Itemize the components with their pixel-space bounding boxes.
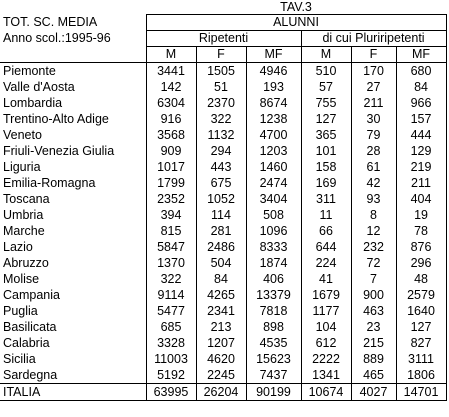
value-cell: 4620	[196, 351, 246, 367]
subgroup-header-pluriripetenti: di cui Pluriripetenti	[301, 31, 446, 47]
value-cell: 898	[246, 319, 301, 335]
value-cell: 916	[146, 111, 196, 127]
value-cell: 3441	[146, 63, 196, 80]
value-cell: 219	[396, 159, 446, 175]
value-cell: 2341	[196, 303, 246, 319]
value-cell: 296	[396, 255, 446, 271]
value-cell: 1874	[246, 255, 301, 271]
value-cell: 211	[396, 175, 446, 191]
region-name-cell: ITALIA	[0, 384, 146, 401]
value-cell: 3111	[396, 351, 446, 367]
value-cell: 900	[351, 287, 396, 303]
table-title-row	[0, 0, 446, 15]
value-cell: 3328	[146, 335, 196, 351]
value-cell: 12	[351, 223, 396, 239]
value-cell: 1017	[146, 159, 196, 175]
value-cell: 41	[301, 271, 351, 287]
value-cell: 443	[196, 159, 246, 175]
table-row	[0, 159, 446, 175]
value-cell: 504	[196, 255, 246, 271]
value-cell: 1207	[196, 335, 246, 351]
stub-header-line3: Anno scol.:1995-96	[3, 31, 111, 45]
region-name-cell: Emilia-Romagna	[3, 176, 96, 190]
region-name-cell: Campania	[3, 288, 60, 302]
value-cell: 8333	[246, 239, 301, 255]
value-cell: 5192	[146, 367, 196, 384]
value-cell: 1238	[246, 111, 301, 127]
region-name-cell: Abruzzo	[3, 256, 49, 270]
region-name-cell: Lombardia	[3, 96, 63, 110]
value-cell: 169	[301, 175, 351, 191]
value-cell: 213	[196, 319, 246, 335]
column-header: MF	[246, 47, 301, 63]
table-row	[0, 255, 446, 271]
value-cell: 2222	[301, 351, 351, 367]
region-name-cell: Veneto	[3, 128, 42, 142]
region-name-cell: Calabria	[3, 336, 50, 350]
value-cell: 463	[351, 303, 396, 319]
column-header: M	[301, 47, 351, 63]
table-row	[0, 239, 446, 255]
value-cell: 157	[396, 111, 446, 127]
value-cell: 685	[146, 319, 196, 335]
region-name-cell: Valle d'Aosta	[3, 80, 75, 94]
value-cell: 13379	[246, 287, 301, 303]
value-cell: 365	[301, 127, 351, 143]
region-name-cell: Toscana	[3, 192, 50, 206]
value-cell: 23	[351, 319, 396, 335]
value-cell: 966	[396, 95, 446, 111]
value-cell: 2352	[146, 191, 196, 207]
region-name-cell: Friuli-Venezia Giulia	[3, 144, 115, 158]
region-name-cell: Marche	[3, 224, 45, 238]
region-name-cell: Lazio	[3, 240, 33, 254]
value-cell: 10674	[301, 384, 351, 401]
value-cell: 2579	[396, 287, 446, 303]
value-cell: 101	[301, 143, 351, 159]
value-cell: 1799	[146, 175, 196, 191]
value-cell: 5477	[146, 303, 196, 319]
value-cell: 232	[351, 239, 396, 255]
value-cell: 27	[351, 79, 396, 95]
value-cell: 1052	[196, 191, 246, 207]
table-row	[0, 223, 446, 239]
value-cell: 755	[301, 95, 351, 111]
value-cell: 1177	[301, 303, 351, 319]
value-cell: 2474	[246, 175, 301, 191]
value-cell: 14701	[396, 384, 446, 401]
region-name-cell: Basilicata	[3, 320, 57, 334]
header-row-3	[0, 47, 446, 63]
value-cell: 129	[396, 143, 446, 159]
table-row	[0, 95, 446, 111]
value-cell: 909	[146, 143, 196, 159]
value-cell: 3568	[146, 127, 196, 143]
value-cell: 104	[301, 319, 351, 335]
table-row	[0, 111, 446, 127]
value-cell: 1679	[301, 287, 351, 303]
value-cell: 1640	[396, 303, 446, 319]
value-cell: 8674	[246, 95, 301, 111]
column-header: F	[196, 47, 246, 63]
value-cell: 406	[246, 271, 301, 287]
value-cell: 322	[196, 111, 246, 127]
value-cell: 1096	[246, 223, 301, 239]
value-cell: 48	[396, 271, 446, 287]
value-cell: 1203	[246, 143, 301, 159]
header-row-2	[0, 31, 446, 47]
value-cell: 322	[146, 271, 196, 287]
region-name-cell: Piemonte	[3, 64, 56, 78]
value-cell: 815	[146, 223, 196, 239]
value-cell: 1370	[146, 255, 196, 271]
table-row	[0, 63, 446, 80]
value-cell: 612	[301, 335, 351, 351]
group-header: ALUNNI	[146, 15, 446, 31]
value-cell: 2245	[196, 367, 246, 384]
value-cell: 193	[246, 79, 301, 95]
value-cell: 8	[351, 207, 396, 223]
value-cell: 9114	[146, 287, 196, 303]
value-cell: 644	[301, 239, 351, 255]
region-name-cell: Sardegna	[3, 368, 58, 382]
value-cell: 158	[301, 159, 351, 175]
value-cell: 224	[301, 255, 351, 271]
table-row	[0, 271, 446, 287]
region-name-cell: Umbria	[3, 208, 44, 222]
value-cell: 78	[396, 223, 446, 239]
value-cell: 2370	[196, 95, 246, 111]
value-cell: 127	[396, 319, 446, 335]
table-row	[0, 175, 446, 191]
value-cell: 1460	[246, 159, 301, 175]
value-cell: 90199	[246, 384, 301, 401]
value-cell: 4535	[246, 335, 301, 351]
value-cell: 6304	[146, 95, 196, 111]
value-cell: 79	[351, 127, 396, 143]
table-row	[0, 207, 446, 223]
region-name-cell: Puglia	[3, 304, 38, 318]
value-cell: 1806	[396, 367, 446, 384]
value-cell: 51	[196, 79, 246, 95]
value-cell: 4946	[246, 63, 301, 80]
value-cell: 4700	[246, 127, 301, 143]
region-name-cell: Liguria	[3, 160, 41, 174]
value-cell: 827	[396, 335, 446, 351]
value-cell: 394	[146, 207, 196, 223]
value-cell: 15623	[246, 351, 301, 367]
total-row	[0, 384, 446, 401]
value-cell: 30	[351, 111, 396, 127]
value-cell: 63995	[146, 384, 196, 401]
header-row-1	[0, 15, 446, 31]
stub-header-line1: TOT. SC. MEDIA	[3, 15, 98, 29]
value-cell: 876	[396, 239, 446, 255]
value-cell: 215	[351, 335, 396, 351]
value-cell: 7818	[246, 303, 301, 319]
table-row	[0, 319, 446, 335]
value-cell: 19	[396, 207, 446, 223]
region-name-cell: Sicilia	[3, 352, 36, 366]
table-row	[0, 143, 446, 159]
value-cell: 142	[146, 79, 196, 95]
value-cell: 4027	[351, 384, 396, 401]
table-row	[0, 303, 446, 319]
value-cell: 11003	[146, 351, 196, 367]
value-cell: 680	[396, 63, 446, 80]
value-cell: 127	[301, 111, 351, 127]
table-row	[0, 127, 446, 143]
column-header: M	[146, 47, 196, 63]
region-name-cell: Trentino-Alto Adige	[3, 112, 109, 126]
value-cell: 889	[351, 351, 396, 367]
table-row	[0, 335, 446, 351]
value-cell: 114	[196, 207, 246, 223]
value-cell: 508	[246, 207, 301, 223]
value-cell: 294	[196, 143, 246, 159]
value-cell: 1341	[301, 367, 351, 384]
value-cell: 3404	[246, 191, 301, 207]
value-cell: 84	[396, 79, 446, 95]
value-cell: 4265	[196, 287, 246, 303]
value-cell: 28	[351, 143, 396, 159]
value-cell: 11	[301, 207, 351, 223]
value-cell: 170	[351, 63, 396, 80]
table-row	[0, 367, 446, 384]
table-row	[0, 287, 446, 303]
value-cell: 72	[351, 255, 396, 271]
value-cell: 510	[301, 63, 351, 80]
value-cell: 404	[396, 191, 446, 207]
value-cell: 1505	[196, 63, 246, 80]
value-cell: 66	[301, 223, 351, 239]
column-header: F	[351, 47, 396, 63]
value-cell: 61	[351, 159, 396, 175]
value-cell: 42	[351, 175, 396, 191]
value-cell: 465	[351, 367, 396, 384]
table-row	[0, 79, 446, 95]
region-name-cell: Molise	[3, 272, 40, 286]
value-cell: 26204	[196, 384, 246, 401]
value-cell: 57	[301, 79, 351, 95]
value-cell: 211	[351, 95, 396, 111]
value-cell: 444	[396, 127, 446, 143]
value-cell: 311	[301, 191, 351, 207]
table-row	[0, 191, 446, 207]
value-cell: 93	[351, 191, 396, 207]
value-cell: 281	[196, 223, 246, 239]
value-cell: 2486	[196, 239, 246, 255]
value-cell: 5847	[146, 239, 196, 255]
value-cell: 675	[196, 175, 246, 191]
table-title: TAV.3	[280, 0, 312, 14]
subgroup-header-ripetenti: Ripetenti	[146, 31, 301, 47]
value-cell: 7	[351, 271, 396, 287]
value-cell: 84	[196, 271, 246, 287]
value-cell: 1132	[196, 127, 246, 143]
table-row	[0, 351, 446, 367]
value-cell: 7437	[246, 367, 301, 384]
column-header: MF	[396, 47, 446, 63]
